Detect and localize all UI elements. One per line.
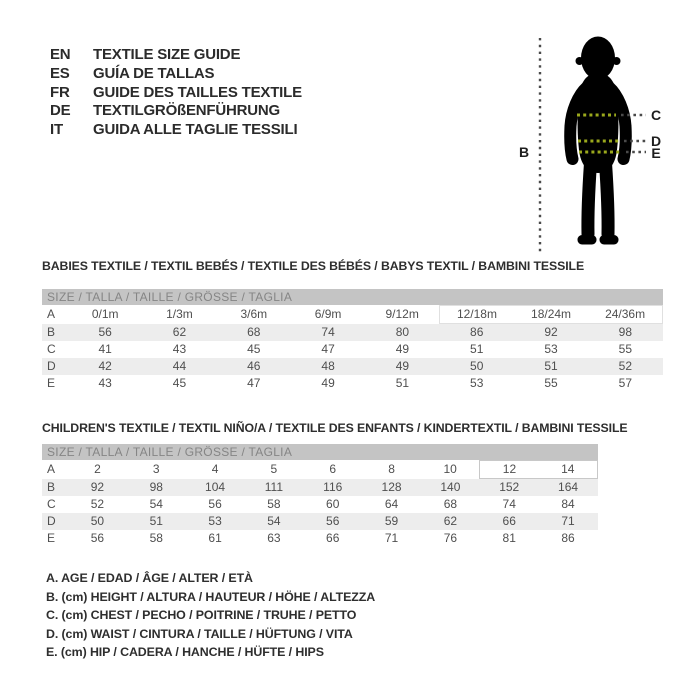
size-cell: 56 — [90, 531, 105, 545]
table-row — [42, 530, 598, 547]
children-size-table — [42, 444, 598, 547]
language-row — [50, 65, 302, 84]
size-header-bar: SIZE / TALLA / TAILLE / GRÖSSE / TAGLIA — [42, 444, 598, 461]
row-label: E — [47, 531, 56, 545]
size-cell: 56 — [303, 513, 362, 530]
size-cell: 54 — [149, 497, 163, 511]
row-label: D — [42, 513, 68, 530]
size-cell: 18/24m — [514, 306, 588, 324]
silhouette-leg-left — [588, 163, 591, 234]
size-cell: 42 — [68, 358, 142, 375]
size-cell: 55 — [544, 376, 558, 390]
size-cell: 12/18m — [440, 306, 514, 324]
size-cell: 68 — [443, 497, 458, 511]
row-label: C — [47, 342, 56, 356]
size-cell: 74 — [291, 324, 365, 342]
size-cell: 50 — [68, 513, 127, 530]
size-cell: 58 — [149, 531, 163, 545]
language-title: GUÍA DE TALLAS — [93, 64, 215, 82]
size-cell: 66 — [480, 513, 539, 530]
size-cell: 58 — [267, 497, 281, 511]
silhouette-ear-left — [576, 57, 584, 65]
row-label: A — [47, 462, 56, 476]
height-label: B — [518, 144, 530, 160]
size-cell: 41 — [98, 342, 112, 356]
size-cell: 116 — [303, 479, 362, 497]
size-cell: 92 — [514, 324, 588, 342]
size-cell: 4 — [211, 462, 219, 476]
size-cell: 53 — [544, 342, 558, 356]
language-code: FR — [50, 83, 70, 101]
size-cell: 12 — [480, 461, 539, 479]
table-row — [42, 375, 663, 392]
size-cell: 50 — [440, 358, 514, 375]
language-code: EN — [50, 46, 71, 63]
size-cell: 51 — [514, 358, 588, 375]
babies-table-heading: BABIES TEXTILE / TEXTIL BEBÉS / TEXTILE DES BÉBÉS / BABYS TEXTIL / BAMBINI TESSILE — [42, 259, 585, 273]
language-code: ES — [50, 64, 70, 82]
table-row — [42, 306, 663, 324]
row-label: B — [42, 479, 68, 497]
size-cell: 45 — [172, 376, 187, 390]
size-cell: 104 — [186, 479, 245, 497]
size-cell: 44 — [142, 358, 216, 375]
size-cell: 6 — [329, 462, 337, 476]
table-row — [42, 358, 663, 375]
language-row — [50, 46, 302, 65]
language-title: GUIDA ALLE TAGLIE TESSILI — [93, 121, 298, 139]
size-cell: 57 — [618, 376, 633, 390]
size-cell: 46 — [217, 358, 291, 375]
size-header-row — [42, 289, 663, 306]
language-row — [50, 102, 302, 121]
measure-legend — [46, 569, 375, 662]
size-cell: 9/12m — [385, 307, 419, 321]
size-cell: 0/1m — [91, 307, 119, 321]
size-cell: 1/3m — [166, 307, 193, 321]
hip-label: E — [651, 145, 661, 161]
size-cell: 24/36m — [588, 306, 662, 324]
size-cell: 60 — [326, 497, 340, 511]
size-cell: 71 — [384, 531, 399, 545]
size-cell: 111 — [244, 479, 303, 497]
row-label: D — [42, 358, 68, 375]
size-cell: 92 — [68, 479, 127, 497]
legend-line: A. AGE / EDAD / ÂGE / ALTER / ETÀ — [46, 571, 253, 585]
children-table-heading: CHILDREN'S TEXTILE / TEXTIL NIÑO/A / TEXTILE DES ENFANTS / KINDERTEXTIL / BAMBINI TESSILE — [42, 421, 628, 435]
language-row — [50, 121, 302, 140]
size-cell: 48 — [291, 358, 365, 375]
legend-line: D. (cm) WAIST / CINTURA / TAILLE / HÜFTUNG / VITA — [46, 626, 353, 641]
table-row — [42, 461, 598, 479]
size-cell: 128 — [362, 479, 421, 497]
size-cell: 140 — [421, 479, 480, 497]
size-header-row — [42, 444, 598, 461]
size-cell: 84 — [561, 497, 575, 511]
silhouette-ear-right — [613, 57, 621, 65]
size-cell: 8 — [388, 462, 395, 476]
size-cell: 62 — [142, 324, 216, 342]
table-row — [42, 479, 598, 497]
silhouette-foot-left — [578, 235, 597, 245]
size-cell: 98 — [127, 479, 186, 497]
size-cell: 52 — [588, 358, 662, 375]
size-cell: 56 — [68, 324, 142, 342]
measurement-figure — [510, 30, 680, 265]
size-cell: 64 — [384, 497, 399, 511]
legend-line: B. (cm) HEIGHT / ALTURA / HAUTEUR / HÖHE / ALTEZZA — [46, 589, 376, 604]
row-label: B — [42, 324, 68, 342]
babies-size-table — [42, 289, 663, 392]
size-cell: 76 — [443, 531, 458, 545]
size-cell: 53 — [470, 376, 484, 390]
table-row — [42, 496, 598, 513]
size-cell: 5 — [270, 462, 278, 476]
legend-line: C. (cm) CHEST / PECHO / POITRINE / TRUHE / PETTO — [46, 608, 357, 623]
size-cell: 52 — [90, 497, 105, 511]
size-cell: 51 — [395, 376, 410, 390]
size-cell: 81 — [502, 531, 516, 545]
size-cell: 54 — [244, 513, 303, 530]
language-row — [50, 84, 302, 103]
language-title: GUIDE DES TAILLES TEXTILE — [93, 83, 302, 101]
size-cell: 6/9m — [314, 307, 342, 321]
size-cell: 53 — [186, 513, 245, 530]
table-row — [42, 324, 663, 342]
chest-label: C — [650, 107, 662, 123]
size-cell: 3 — [152, 462, 160, 476]
size-cell: 63 — [267, 531, 281, 545]
size-cell: 164 — [539, 479, 598, 497]
row-label: E — [47, 376, 56, 390]
size-cell: 3/6m — [240, 307, 268, 321]
size-header-bar: SIZE / TALLA / TAILLE / GRÖSSE / TAGLIA — [42, 289, 663, 306]
language-title-list — [50, 46, 302, 140]
size-cell: 47 — [321, 342, 335, 356]
language-code: IT — [50, 121, 63, 139]
size-cell: 61 — [208, 531, 222, 545]
size-cell: 80 — [365, 324, 439, 342]
size-cell: 45 — [247, 342, 261, 356]
table-row — [42, 341, 663, 358]
silhouette-leg-right — [606, 163, 609, 234]
size-cell: 51 — [470, 342, 484, 356]
size-cell: 86 — [440, 324, 514, 342]
silhouette-foot-right — [600, 235, 619, 245]
size-cell: 43 — [172, 342, 187, 356]
size-cell: 59 — [362, 513, 421, 530]
language-title: TEXTILE SIZE GUIDE — [93, 46, 241, 63]
size-cell: 49 — [365, 358, 439, 375]
size-cell: 51 — [127, 513, 186, 530]
size-cell: 49 — [395, 342, 410, 356]
size-cell: 74 — [502, 497, 516, 511]
size-cell: 66 — [326, 531, 340, 545]
size-cell: 152 — [480, 479, 539, 497]
size-cell: 86 — [561, 531, 575, 545]
size-cell: 2 — [94, 462, 101, 476]
size-cell: 49 — [321, 376, 335, 390]
legend-line: E. (cm) HIP / CADERA / HANCHE / HÜFTE / HIPS — [46, 645, 324, 660]
size-cell: 71 — [539, 513, 598, 530]
size-cell: 56 — [208, 497, 222, 511]
row-label: A — [47, 307, 56, 321]
size-cell: 47 — [247, 376, 261, 390]
language-code: DE — [50, 102, 71, 120]
size-cell: 62 — [421, 513, 480, 530]
size-cell: 43 — [98, 376, 112, 390]
row-label: C — [47, 497, 56, 511]
size-cell: 68 — [217, 324, 291, 342]
table-row — [42, 513, 598, 530]
waist-label: D — [650, 133, 662, 149]
language-title: TEXTILGRÖßENFÜHRUNG — [93, 102, 281, 120]
size-cell: 55 — [618, 342, 633, 356]
size-cell: 98 — [588, 324, 662, 342]
size-cell: 10 — [443, 462, 457, 476]
size-cell: 14 — [539, 461, 598, 479]
